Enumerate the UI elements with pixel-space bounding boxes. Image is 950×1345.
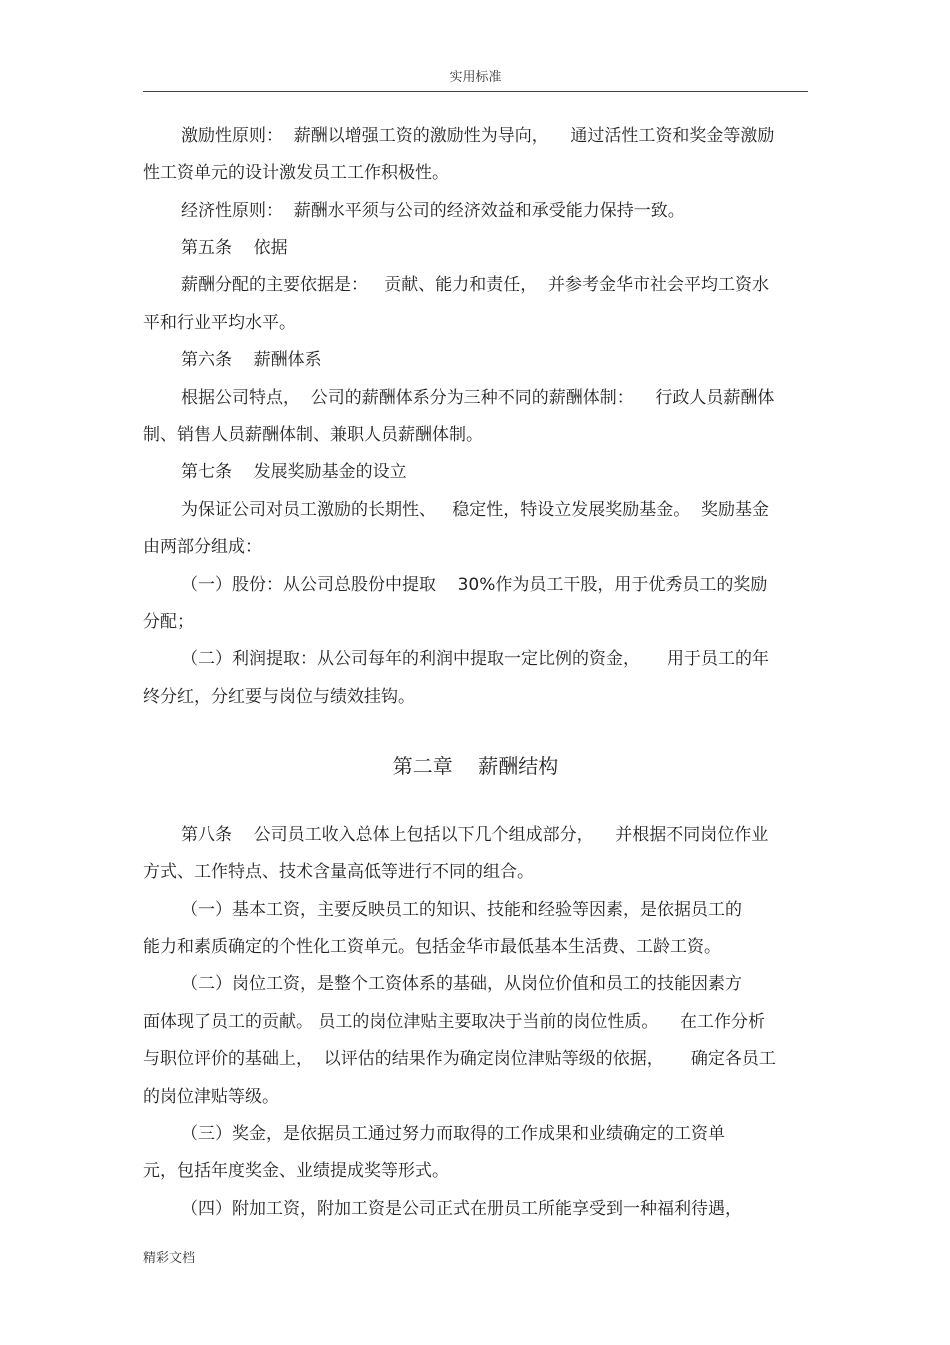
paragraph-line: 终分红，分红要与岗位与绩效挂钩。 [143,687,415,707]
chapter-title: 第二章 薪酬结构 [392,754,559,778]
paragraph-line: （二）岗位工资，是整个工资体系的基础，从岗位价值和员工的技能因素方 [181,974,742,994]
paragraph-line: 制、销售人员薪酬体制、兼职人员薪酬体制。 [143,425,483,445]
paragraph-line: 能力和素质确定的个性化工资单元。包括金华市最低基本生活费、工龄工资。 [143,937,721,957]
paragraph-line: 面体现了员工的贡献。 员工的岗位津贴主要取决于当前的岗位性质。 在工作分析 [143,1012,766,1032]
paragraph-line: （四）附加工资，附加工资是公司正式在册员工所能享受到一种福利待遇， [181,1199,742,1219]
paragraph-line: 激励性原则： 薪酬以增强工资的激励性为导向， 通过活性工资和奖金等激励 [181,126,775,146]
paragraph-line: 薪酬分配的主要依据是： 贡献、能力和责任， 并参考金华市社会平均工资水 [181,275,770,295]
paragraph-line: 根据公司特点， 公司的薪酬体系分为三种不同的薪酬体制： 行政人员薪酬体 [181,388,775,408]
paragraph-line: 与职位评价的基础上， 以评估的结果作为确定岗位津贴等级的依据， 确定各员工 [143,1049,776,1069]
paragraph-line: 的岗位津贴等级。 [143,1087,279,1107]
article-heading: 第七条 发展奖励基金的设立 [181,462,407,482]
page-header: 实用标准 [449,70,502,85]
page-footer: 精彩文档 [143,1251,196,1266]
paragraph-line: 第八条 公司员工收入总体上包括以下几个组成部分， 并根据不同岗位作业 [181,825,769,845]
paragraph-line: （二）利润提取：从公司每年的利润中提取一定比例的资金， 用于员工的年 [181,649,770,669]
paragraph-line: 经济性原则： 薪酬水平须与公司的经济效益和承受能力保持一致。 [181,201,685,221]
article-heading: 第五条 依据 [181,238,288,258]
paragraph-line: 由两部分组成： [143,537,262,557]
paragraph-line: 分配； [143,612,194,632]
paragraph-line: （三）奖金，是依据员工通过努力而取得的工作成果和业绩确定的工资单 [181,1124,725,1144]
paragraph-line: 方式、工作特点、技术含量高低等进行不同的组合。 [143,862,534,882]
paragraph-line: 平和行业平均水平。 [143,313,296,333]
paragraph-line: 元，包括年度奖金、业绩提成奖等形式。 [143,1161,449,1181]
article-heading: 第六条 薪酬体系 [181,350,322,370]
paragraph-line: （一）股份：从公司总股份中提取 30%作为员工干股，用于优秀员工的奖励 [181,575,768,595]
paragraph-line: 为保证公司对员工激励的长期性、 稳定性，特设立发展奖励基金。 奖励基金 [181,500,770,520]
paragraph-line: （一）基本工资，主要反映员工的知识、技能和经验等因素，是依据员工的 [181,900,742,920]
header-divider [143,91,808,92]
paragraph-line: 性工资单元的设计激发员工工作积极性。 [143,163,449,183]
